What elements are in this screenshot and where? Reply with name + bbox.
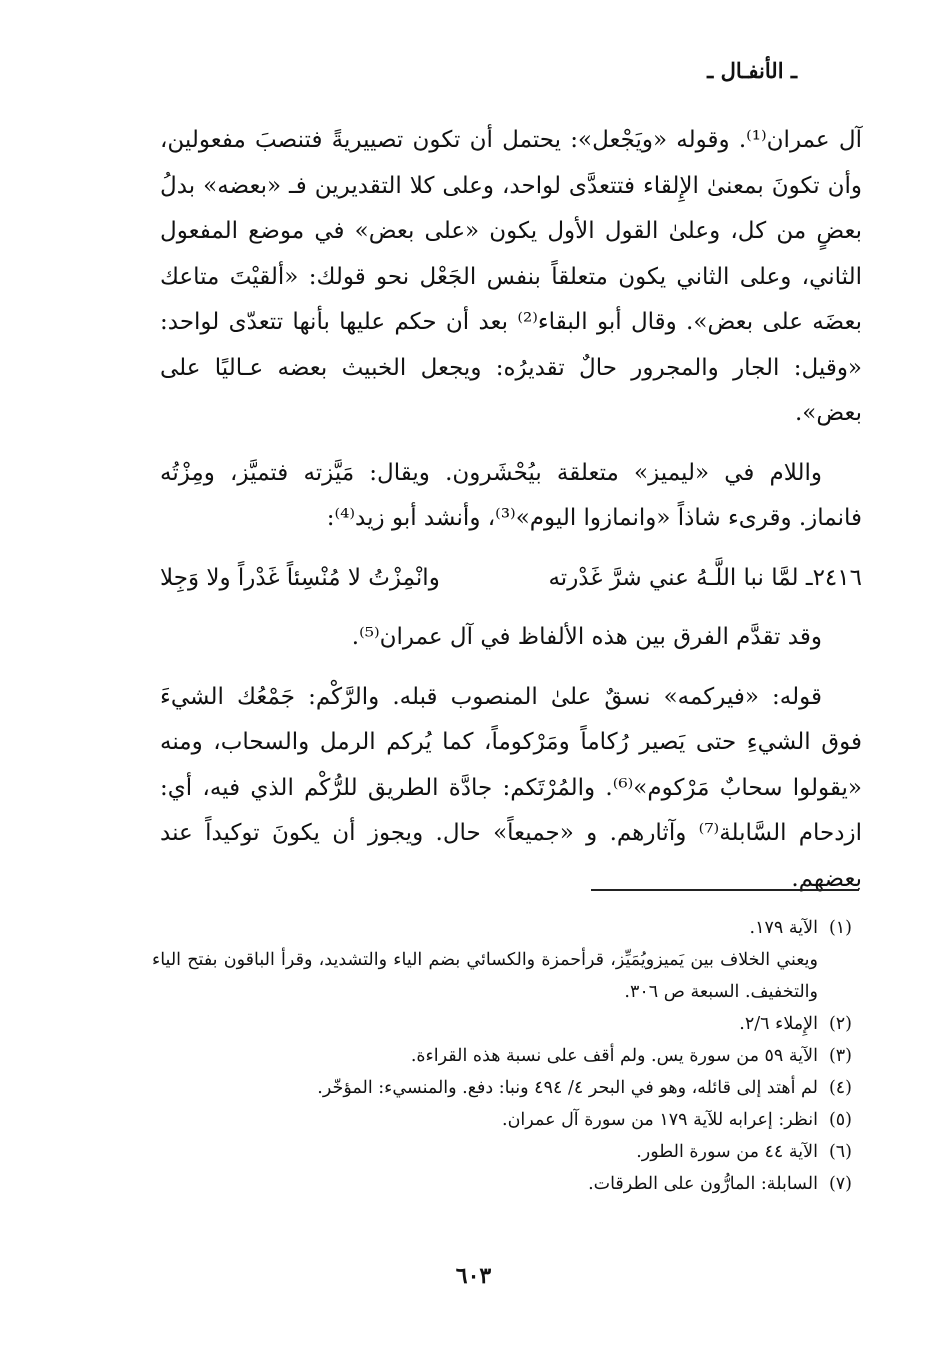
verse-number: ٢٤١٦ـ [805, 564, 862, 591]
footnotes [152, 912, 852, 1200]
verse-first-half [548, 556, 862, 602]
footnote-separator [591, 889, 859, 891]
footnote-text: انظر: إعرابه للآية ١٧٩ من سورة آل عمران. [502, 1110, 818, 1130]
footnote-text: لم أهتد إلى قائله، وهو في البحر ٤/ ٤٩٤ ونبا: دفع. والمنسيء: المؤخّر. [317, 1078, 818, 1098]
paragraph-last: قوله: «فيركمه» نسقٌ علىٰ المنصوب قبله. والرَّكْم: جَمْعُك الشيءَ فوق الشيءِ حتى يَصير رُكاماً ومَرْكوماً، كما يُركم الرمل والسحاب، ومنه «يقولوا سحابٌ مَرْكوم»⁽⁶⁾. والمُرْتَكم: جادَّة الطريق للرُّكْم الذي فيه، أي: ازدحام السَّابلة⁽⁷⁾ وآثارهم. و «جميعاً» حال. ويجوز أن يكونَ توكيداً عند بعضهم. [160, 683, 863, 892]
verse-second-half: وانْمِزْتُ لا مُنْسِئاً غَدْراً ولا وَجِلا [160, 564, 440, 591]
footnote-4 [152, 1072, 852, 1104]
footnote-7 [152, 1168, 852, 1200]
footnote-number: (٤) [828, 1078, 852, 1098]
footnote-number: (٧) [828, 1174, 852, 1194]
paragraph-2: واللام في «ليميز» متعلقة بيُحْشَرون. ويقال: مَيَّزته فتميَّز، ومِزْتُه فانماز. وقرىء شاذاً «وانمازوا اليوم»⁽³⁾، وأنشد أبو زيد⁽⁴⁾: [160, 459, 862, 531]
footnote-number: (٥) [828, 1110, 852, 1130]
verse-first-half-text: لمَّا نبا اللَّـهُ عني شرَّ غَدْرته [548, 564, 799, 591]
footnote-number: (٦) [828, 1142, 852, 1162]
paragraph-1: آل عمران⁽¹⁾. وقوله «ويَجْعل»: يحتمل أن تكون تصييريةً فتنصبَ مفعولين، وأن تكونَ بمعنىٰ الإِلقاء فتتعدَّى لواحد، وعلى كلا التقديرين فـ «بعضه» بدلُ بعضٍ من كل، وعلىٰ القول الأول يكون «على بعض» في موضع المفعول الثاني، وعلى الثاني يكون متعلقاً بنفس الجَعْل نحو قولك: «ألقيْتَ متاعك بعضَه على بعض». وقال أبو البقاء⁽²⁾ بعد أن حكم عليها بأنها تتعدّى لواحد: «وقيل: الجار والمجرور حالٌ تقديرُه: ويجعل الخبيث بعضه عـاليًا على بعض». [160, 127, 862, 426]
footnote-1-continuation: ويعني الخلاف بين يَميزويُمَيِّز، قرأحمزة والكسائي بضم الياء والتشديد، وقرأ الباقون بفتح الياء والتخفيف. السبعة ص ٣٠٦. [152, 950, 818, 1002]
footnote-2 [152, 1008, 852, 1040]
main-text [160, 118, 862, 902]
footnote-number: (١) [828, 918, 852, 938]
footnote-number: (٢) [828, 1014, 852, 1034]
footnote-number: (٣) [828, 1046, 852, 1066]
footnote-text: السابلة: المارُّون على الطرقات. [588, 1174, 818, 1194]
footnote-6 [152, 1136, 852, 1168]
page-number: ٦٠٣ [455, 1263, 492, 1289]
footnote-text: الآية ٤٤ من سورة الطور. [636, 1142, 818, 1162]
footnote-5 [152, 1104, 852, 1136]
footnote-3 [152, 1040, 852, 1072]
paragraph-after-verse: وقد تقدَّم الفرق بين هذه الألفاظ في آل عمران⁽⁵⁾. [351, 624, 822, 650]
running-header: ـ الأنفـال ـ [707, 58, 797, 83]
footnote-text: الآية ١٧٩. [749, 918, 818, 938]
poetry-verse [160, 556, 862, 602]
footnote-text: الآية ٥٩ من سورة يس. ولم أقف على نسبة هذه القراءة. [410, 1046, 818, 1066]
footnote-text: الإِملاء ٢/٦. [739, 1014, 818, 1034]
footnote-1 [152, 912, 852, 944]
